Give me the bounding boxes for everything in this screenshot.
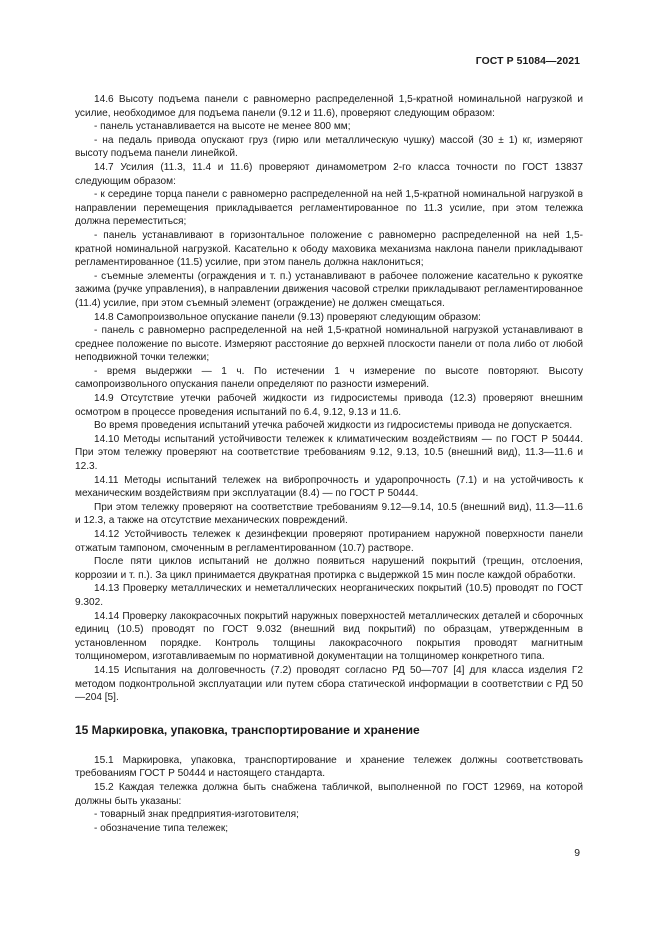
paragraph-14-9: 14.9 Отсутствие утечки рабочей жидкости из гидросистемы привода (12.3) проверяют внешним осмотром в процессе проведения испытаний по 6.4, 9.12, 9.13 и 11.6. [75,393,583,418]
paragraph-14-12: 14.12 Устойчивость тележек к дезинфекции проверяют протиранием наружной поверхности панели отжатым тампоном, смоченным в регламентированном (10.7) растворе. [75,529,583,554]
list-item: - панель устанавливается на высоте не менее 800 мм; [94,121,351,133]
page-number: 9 [574,848,580,859]
paragraph-14-11: 14.11 Методы испытаний тележек на вибропрочность и ударопрочность (7.1) и на устойчивость к механическим воздействиям при эксплуатации (8.4) — по ГОСТ Р 50444. [75,474,583,500]
list-item: - время выдержки — 1 ч. По истечении 1 ч измерение по высоте повторяют. Высоту самопроизвольного опускания панели определяют по разности измерений. [75,365,583,391]
paragraph-14-14: 14.14 Проверку лакокрасочных покрытий наружных поверхностей металлических деталей и сборочных единиц (10.5) проводят по ГОСТ 9.032 (внешний вид покрытий) по образцам, утвержденным в установленном порядке. Контроль толщины лакокрасочного покрытия проводят магнитным толщиномером, изготавливаемым по нормативной документации на толщиномер конкретного типа. [75,610,583,663]
paragraph-14-7: 14.7 Усилия (11.3, 11.4 и 11.6) проверяют динамометром 2-го класса точности по ГОСТ 13837 следующим образом: [75,161,583,187]
paragraph-14-6: 14.6 Высоту подъема панели с равномерно распределенной 1,5-кратной номинальной нагрузкой и усилие, необходимое для подъема панели (9.12 и 11.6), проверяют следующим образом: [75,94,583,119]
paragraph-14-13: 14.13 Проверку металлических и неметаллических неорганических покрытий (10.5) проводят по ГОСТ 9.302. [75,583,583,608]
document-id-header: ГОСТ Р 51084—2021 [475,56,580,67]
paragraph-14-10: 14.10 Методы испытаний устойчивости тележек к климатическим воздействиям — по ГОСТ Р 50444. При этом тележку проверяют на соответствие требованиям 9.12, 9.13, 10.5 (внешний вид), 11.3—11.6 и 12.3. [75,433,583,473]
paragraph-14-11-note: При этом тележку проверяют на соответствие требованиям 9.12—9.14, 10.5 (внешний вид), 11.3—11.6 и 12.3, а также на отсутствие механических повреждений. [75,501,583,527]
paragraph-14-12-note: После пяти циклов испытаний не должно появиться нарушений покрытий (трещин, отслоения, коррозии и т. п.). За цикл принимается двукратная протирка с выдержкой 15 мин после каждой обработки. [75,556,583,581]
list-item: - товарный знак предприятия-изготовителя; [94,809,299,821]
paragraph-14-9-note: Во время проведения испытаний утечка рабочей жидкости из гидросистемы привода не допускается. [94,420,573,432]
paragraph-14-15: 14.15 Испытания на долговечность (7.2) проводят согласно РД 50—707 [4] для класса изделия Г2 методом подконтрольной эксплуатации или путем сбора статической информации в соответствии с РД 50—204 [5]. [75,664,583,704]
list-item: - к середине торца панели с равномерно распределенной на ней 1,5-кратной номинальной нагрузкой в направлении перемещения прикладывается регламентированное по 11.3 усилие, при этом тележка должна переместиться; [75,189,583,228]
list-item: - панель с равномерно распределенной на ней 1,5-кратной номинальной нагрузкой устанавливают в среднее положение по высоте. Измеряют расстояние до верхней плоскости панели от пола либо от любой неподвижной точки тележки; [75,325,583,364]
section-heading: 15 Маркировка, упаковка, транспортирование и хранение [75,722,420,737]
list-item: - на педаль привода опускают груз (гирю или металлическую чушку) массой (30 ± 1) кг, измеряют высоту подъема панели линейкой. [75,134,583,160]
document-body [75,93,583,835]
paragraph-14-8: 14.8 Самопроизвольное опускание панели (9.13) проверяют следующим образом: [94,311,481,323]
paragraph-15-2: 15.2 Каждая тележка должна быть снабжена табличкой, выполненной по ГОСТ 12969, на которой должны быть указаны: [75,781,583,807]
list-item: - съемные элементы (ограждения и т. п.) устанавливают в рабочее положение касательно к рукоятке зажима (ручке управления), в направлении движения часовой стрелки прикладывают регламентированное (11.4) усилие, при этом съемный элемент (ограждение) не должен смещаться. [75,270,583,309]
paragraph-15-1: 15.1 Маркировка, упаковка, транспортирование и хранение тележек должны соответствовать требованиям ГОСТ Р 50444 и настоящего стандарта. [75,754,583,780]
list-item: - обозначение типа тележек; [94,822,229,834]
list-item: - панель устанавливают в горизонтальное положение с равномерно распределенной на ней 1,5-кратной номинальной нагрузкой. Касательно к ободу маховика механизма наклона панели прикладывают регламентированное (11.5) усилие, при этом панель должна наклониться; [75,229,583,269]
